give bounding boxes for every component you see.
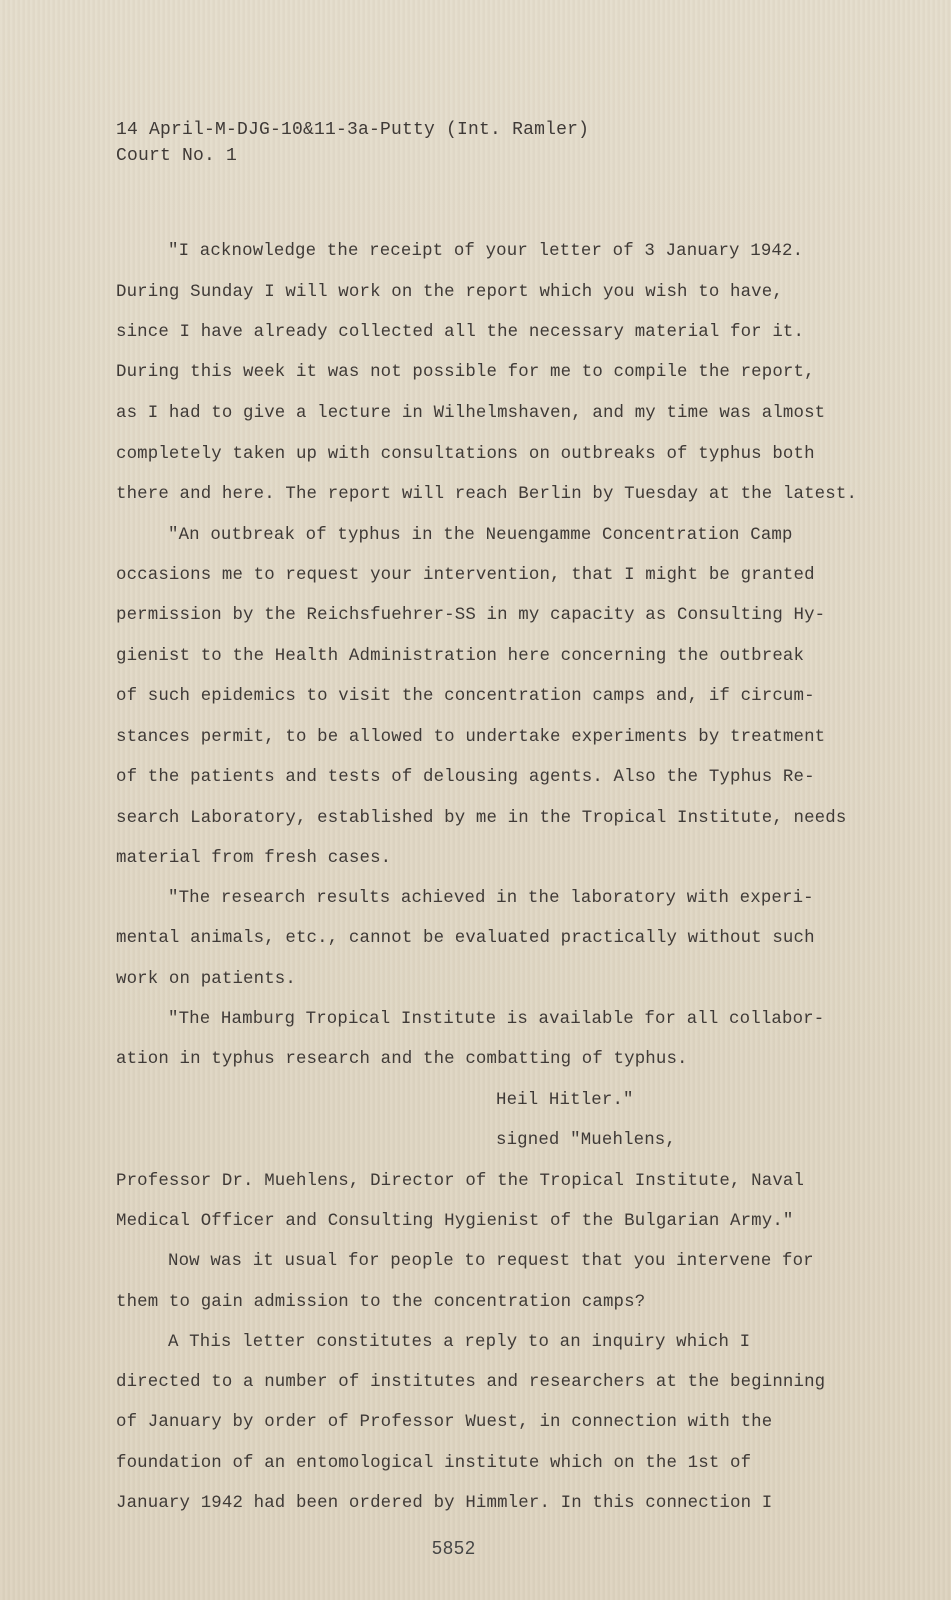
body-line: search Laboratory, established by me in the Tropical Institute, needs — [116, 809, 847, 828]
answer-line: of January by order of Professor Wuest, in connection with the — [116, 1413, 773, 1432]
body-line: as I had to give a lecture in Wilhelmshaven, and my time was almost — [116, 404, 826, 423]
body-line: stances permit, to be allowed to undertake experiments by treatment — [116, 728, 826, 747]
header-court: Court No. 1 — [116, 146, 238, 166]
body-line: permission by the Reichsfuehrer-SS in my capacity as Consulting Hy- — [116, 606, 826, 625]
body-line: completely taken up with consultations on outbreaks of typhus both — [116, 445, 815, 464]
body-line: of such epidemics to visit the concentration camps and, if circum- — [116, 687, 815, 706]
body-line: Professor Dr. Muehlens, Director of the Tropical Institute, Naval — [116, 1172, 805, 1191]
body-line: work on patients. — [116, 970, 296, 989]
body-line: since I have already collected all the necessary material for it. — [116, 323, 805, 342]
body-line: "An outbreak of typhus in the Neuengamme Concentration Camp — [168, 526, 793, 545]
body-line: there and here. The report will reach Berlin by Tuesday at the latest. — [116, 485, 858, 504]
page-number: 5852 — [432, 1538, 477, 1558]
question-line: them to gain admission to the concentration camps? — [116, 1293, 646, 1312]
body-line: ation in typhus research and the combatting of typhus. — [116, 1050, 688, 1069]
answer-line: foundation of an entomological institute which on the 1st of — [116, 1454, 752, 1473]
body-line: gienist to the Health Administration here concerning the outbreak — [116, 647, 805, 666]
body-line: "The research results achieved in the laboratory with experi- — [168, 889, 814, 908]
body-line: "The Hamburg Tropical Institute is available for all collabor- — [168, 1010, 825, 1029]
signature-line: signed "Muehlens, — [496, 1131, 676, 1150]
body-line: "I acknowledge the receipt of your letter of 3 January 1942. — [168, 242, 804, 261]
question-line: Now was it usual for people to request that you intervene for — [168, 1252, 814, 1271]
body-line: occasions me to request your intervention, that I might be granted — [116, 566, 815, 585]
body-line: mental animals, etc., cannot be evaluated practically without such — [116, 929, 815, 948]
answer-line: directed to a number of institutes and researchers at the beginning — [116, 1373, 826, 1392]
body-line: During this week it was not possible for me to compile the report, — [116, 363, 815, 382]
body-line: of the patients and tests of delousing agents. Also the Typhus Re- — [116, 768, 815, 787]
body-line: During Sunday I will work on the report which you wish to have, — [116, 283, 783, 302]
header-reference: 14 April-M-DJG-10&11-3a-Putty (Int. Ramler) — [116, 120, 590, 140]
body-line: material from fresh cases. — [116, 849, 392, 868]
answer-line: A This letter constitutes a reply to an inquiry which I — [168, 1333, 751, 1352]
body-line: Medical Officer and Consulting Hygienist of the Bulgarian Army." — [116, 1212, 794, 1231]
closing-salutation: Heil Hitler." — [496, 1091, 634, 1110]
answer-line: January 1942 had been ordered by Himmler. In this connection I — [116, 1494, 773, 1513]
